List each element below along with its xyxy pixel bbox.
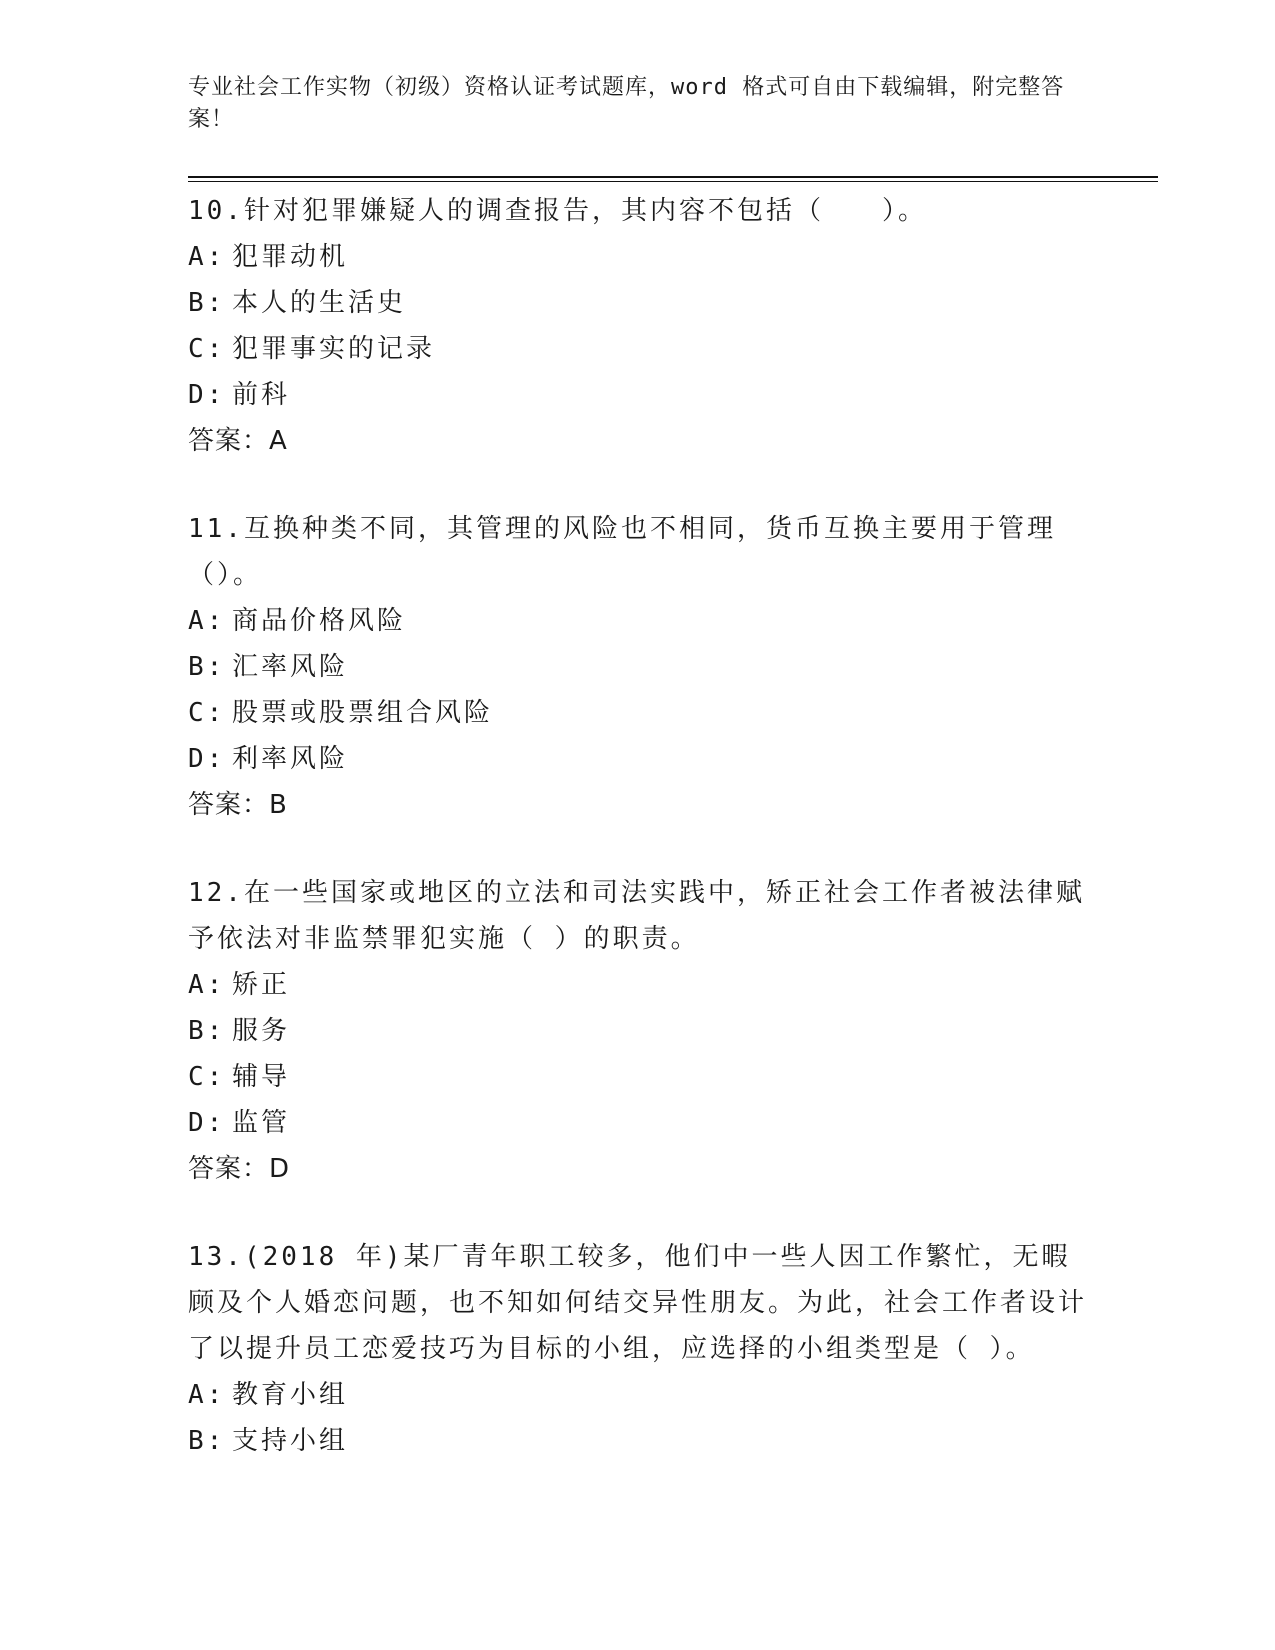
option-d: [188, 1100, 1088, 1146]
option-letter: A:: [188, 1380, 226, 1410]
option-letter: D:: [188, 380, 226, 410]
answer-line: 答案：A: [188, 426, 288, 456]
answer-line: 答案：B: [188, 790, 288, 820]
option-letter: B:: [188, 1426, 226, 1456]
option-letter: A:: [188, 242, 226, 272]
header-divider-thin: [188, 181, 1158, 182]
option-letter: C:: [188, 1062, 226, 1092]
question-list: [188, 188, 1088, 1464]
option-letter: D:: [188, 1108, 226, 1138]
option-text: 股票或股票组合风险: [232, 698, 494, 728]
option-text: 服务: [232, 1016, 291, 1046]
option-letter: C:: [188, 334, 226, 364]
question-11: [188, 506, 1088, 828]
option-text: 商品价格风险: [232, 606, 407, 636]
option-b: [188, 1008, 1088, 1054]
header-divider-thick: [188, 176, 1158, 178]
option-d: [188, 736, 1088, 782]
option-letter: B:: [188, 652, 226, 682]
option-c: [188, 326, 1088, 372]
question-13: [188, 1234, 1088, 1464]
option-text: 犯罪动机: [232, 242, 349, 272]
option-letter: C:: [188, 698, 226, 728]
option-text: 前科: [232, 380, 291, 410]
option-a: [188, 598, 1088, 644]
option-b: [188, 1418, 1088, 1464]
option-b: [188, 644, 1088, 690]
question-stem: 12.在一些国家或地区的立法和司法实践中，矫正社会工作者被法律赋予依法对非监禁罪犯实施（ ）的职责。: [188, 878, 1085, 954]
option-text: 教育小组: [232, 1380, 349, 1410]
option-letter: D:: [188, 744, 226, 774]
option-letter: A:: [188, 970, 226, 1000]
option-text: 矫正: [232, 970, 291, 1000]
option-a: [188, 962, 1088, 1008]
option-text: 利率风险: [232, 744, 349, 774]
option-text: 支持小组: [232, 1426, 349, 1456]
option-letter: B:: [188, 1016, 226, 1046]
option-letter: A:: [188, 606, 226, 636]
document-header: 专业社会工作实物（初级）资格认证考试题库，word 格式可自由下载编辑，附完整答案！: [188, 75, 1065, 132]
option-b: [188, 280, 1088, 326]
option-text: 监管: [232, 1108, 291, 1138]
option-a: [188, 234, 1088, 280]
option-text: 汇率风险: [232, 652, 349, 682]
option-c: [188, 690, 1088, 736]
option-a: [188, 1372, 1088, 1418]
question-stem: 11.互换种类不同，其管理的风险也不相同，货币互换主要用于管理（）。: [188, 514, 1056, 590]
question-stem: 13.(2018 年)某厂青年职工较多，他们中一些人因工作繁忙，无暇顾及个人婚恋问题，也不知如何结交异性朋友。为此，社会工作者设计了以提升员工恋爱技巧为目标的小组，应选择的小组类型是（ ）。: [188, 1242, 1088, 1364]
option-c: [188, 1054, 1088, 1100]
question-12: [188, 870, 1088, 1192]
question-10: [188, 188, 1088, 464]
option-d: [188, 372, 1088, 418]
option-letter: B:: [188, 288, 226, 318]
option-text: 本人的生活史: [232, 288, 407, 318]
question-stem: 10.针对犯罪嫌疑人的调查报告，其内容不包括（ ）。: [188, 196, 927, 226]
answer-line: 答案：D: [188, 1154, 291, 1184]
option-text: 犯罪事实的记录: [232, 334, 436, 364]
option-text: 辅导: [232, 1062, 291, 1092]
